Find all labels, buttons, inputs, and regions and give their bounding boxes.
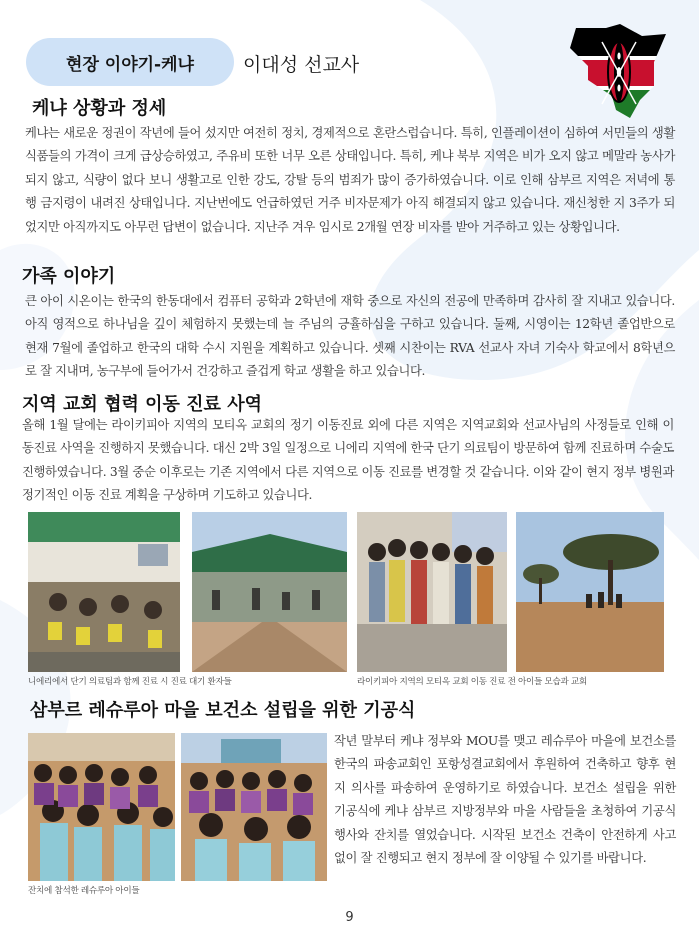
photo-lesuruwa-children-2 [181, 733, 327, 881]
caption-lesuruwa-children: 잔치에 참석한 레슈루아 아이들 [28, 886, 140, 896]
family-heading: 가족 이야기 [22, 266, 116, 287]
photo-waiting-patients [28, 512, 180, 672]
photo-lesuruwa-children-1 [28, 733, 175, 881]
situation-body: 케냐는 새로운 정권이 작년에 들어 섰지만 여전히 정치, 경제적으로 혼란스럽습니다. 특히, 인플레이션이 심하여 서민들의 생활 식품들의 가격이 크게 급상승하였고, 주유비 또한 너무 오른 상태입니다. 특히, 케냐 북부 지역은 비가 오지 않고 메말라 농사가 되지 않고, 식량이 없다 보니 생활고로 인한 강도, 강탈 등의 범죄가 많이 증가하였습니다. 이로 인해 삼부르 지역은 저녁에 통행 금지령이 내려진 상태입니다. 지난번에도 언급하였던 거주 비자문제가 아직 해결되지 않고 있습니다. 재신청한 지 3주가 되었지만 아직까지도 아무런 답변이 없습니다. 지난주 겨우 임시로 2개월 연장 비자를 받아 거주하고 있는 상황입니다. [25, 126, 675, 234]
photo-church-tree [516, 512, 664, 672]
page-number: 9 [345, 910, 354, 925]
health-center-heading: 삼부르 레슈루아 마을 보건소 설립을 위한 기공식 [30, 700, 416, 721]
photo-tent-clinic [192, 512, 347, 672]
situation-heading: 케냐 상황과 정세 [32, 98, 167, 119]
caption-waiting-patients: 니에리에서 단기 의료팀과 함께 진료 시 진료 대기 환자들 [28, 677, 232, 687]
kenya-map-flag-icon [562, 22, 670, 122]
clinic-heading: 지역 교회 협력 이동 진료 사역 [22, 394, 262, 415]
health-center-body: 작년 말부터 케냐 정부와 MOU를 맺고 레슈루아 마을에 보건소를 한국의 파송교회인 포항성결교회에서 후원하여 건축하고 향후 현지 의사를 파송하여 운영하기로 하였습니다. 보건소 설립을 위한 기공식에 케냐 삼부르 지방정부와 마을 사람들을 초청하여 기공식 행사와 잔치를 열었습니다. 시작된 보건소 건축이 안전하게 사고 없이 잘 진행되고 현지 정부에 잘 이양될 수 있기를 바랍니다. [334, 734, 676, 866]
clinic-body: 올해 1월 달에는 라이키피아 지역의 모티옥 교회의 정기 이동진료 외에 다른 지역은 지역교회와 선교사님의 사정들로 인해 이동진료 사역을 진행하지 못했습니다. 대신 2박 3일 일정으로 니에리 지역에 한국 단기 의료팀이 방문하여 함께 진료하며 수술도 진행하였습니다. 3월 중순 이후로는 기존 지역에서 다른 지역으로 이동 진료를 변경할 것 같습니다. 이와 같이 현지 정부 병원과 정기적인 이동 진료 계획을 구상하며 기도하고 있습니다. [22, 418, 674, 503]
author-name: 이대성 선교사 [243, 54, 360, 76]
photo-children-group [357, 512, 507, 672]
family-body: 큰 아이 시온이는 한국의 한동대에서 컴퓨터 공학과 2학년에 재학 중으로 자신의 전공에 만족하며 감사히 잘 지내고 있습니다. 아직 영적으로 하나님을 깊이 체험하지 못했는데 늘 주님의 긍휼하심을 구하고 있습니다. 둘째, 시영이는 12학년 졸업반으로 현재 7월에 졸업하고 한국의 대학 수시 지원을 계획하고 있습니다. 셋째 시찬이는 RVA 선교사 자녀 기숙사 학교에서 8학년으로 잘 지내며, 농구부에 들어가서 건강하고 즐겁게 학교 생활을 하고 있습니다. [25, 294, 675, 379]
caption-children-church: 라이키피아 지역의 모티옥 교회 이동 진료 전 아이들 모습과 교회 [357, 677, 587, 687]
section-badge: 현장 이야기-케냐 [26, 38, 234, 86]
